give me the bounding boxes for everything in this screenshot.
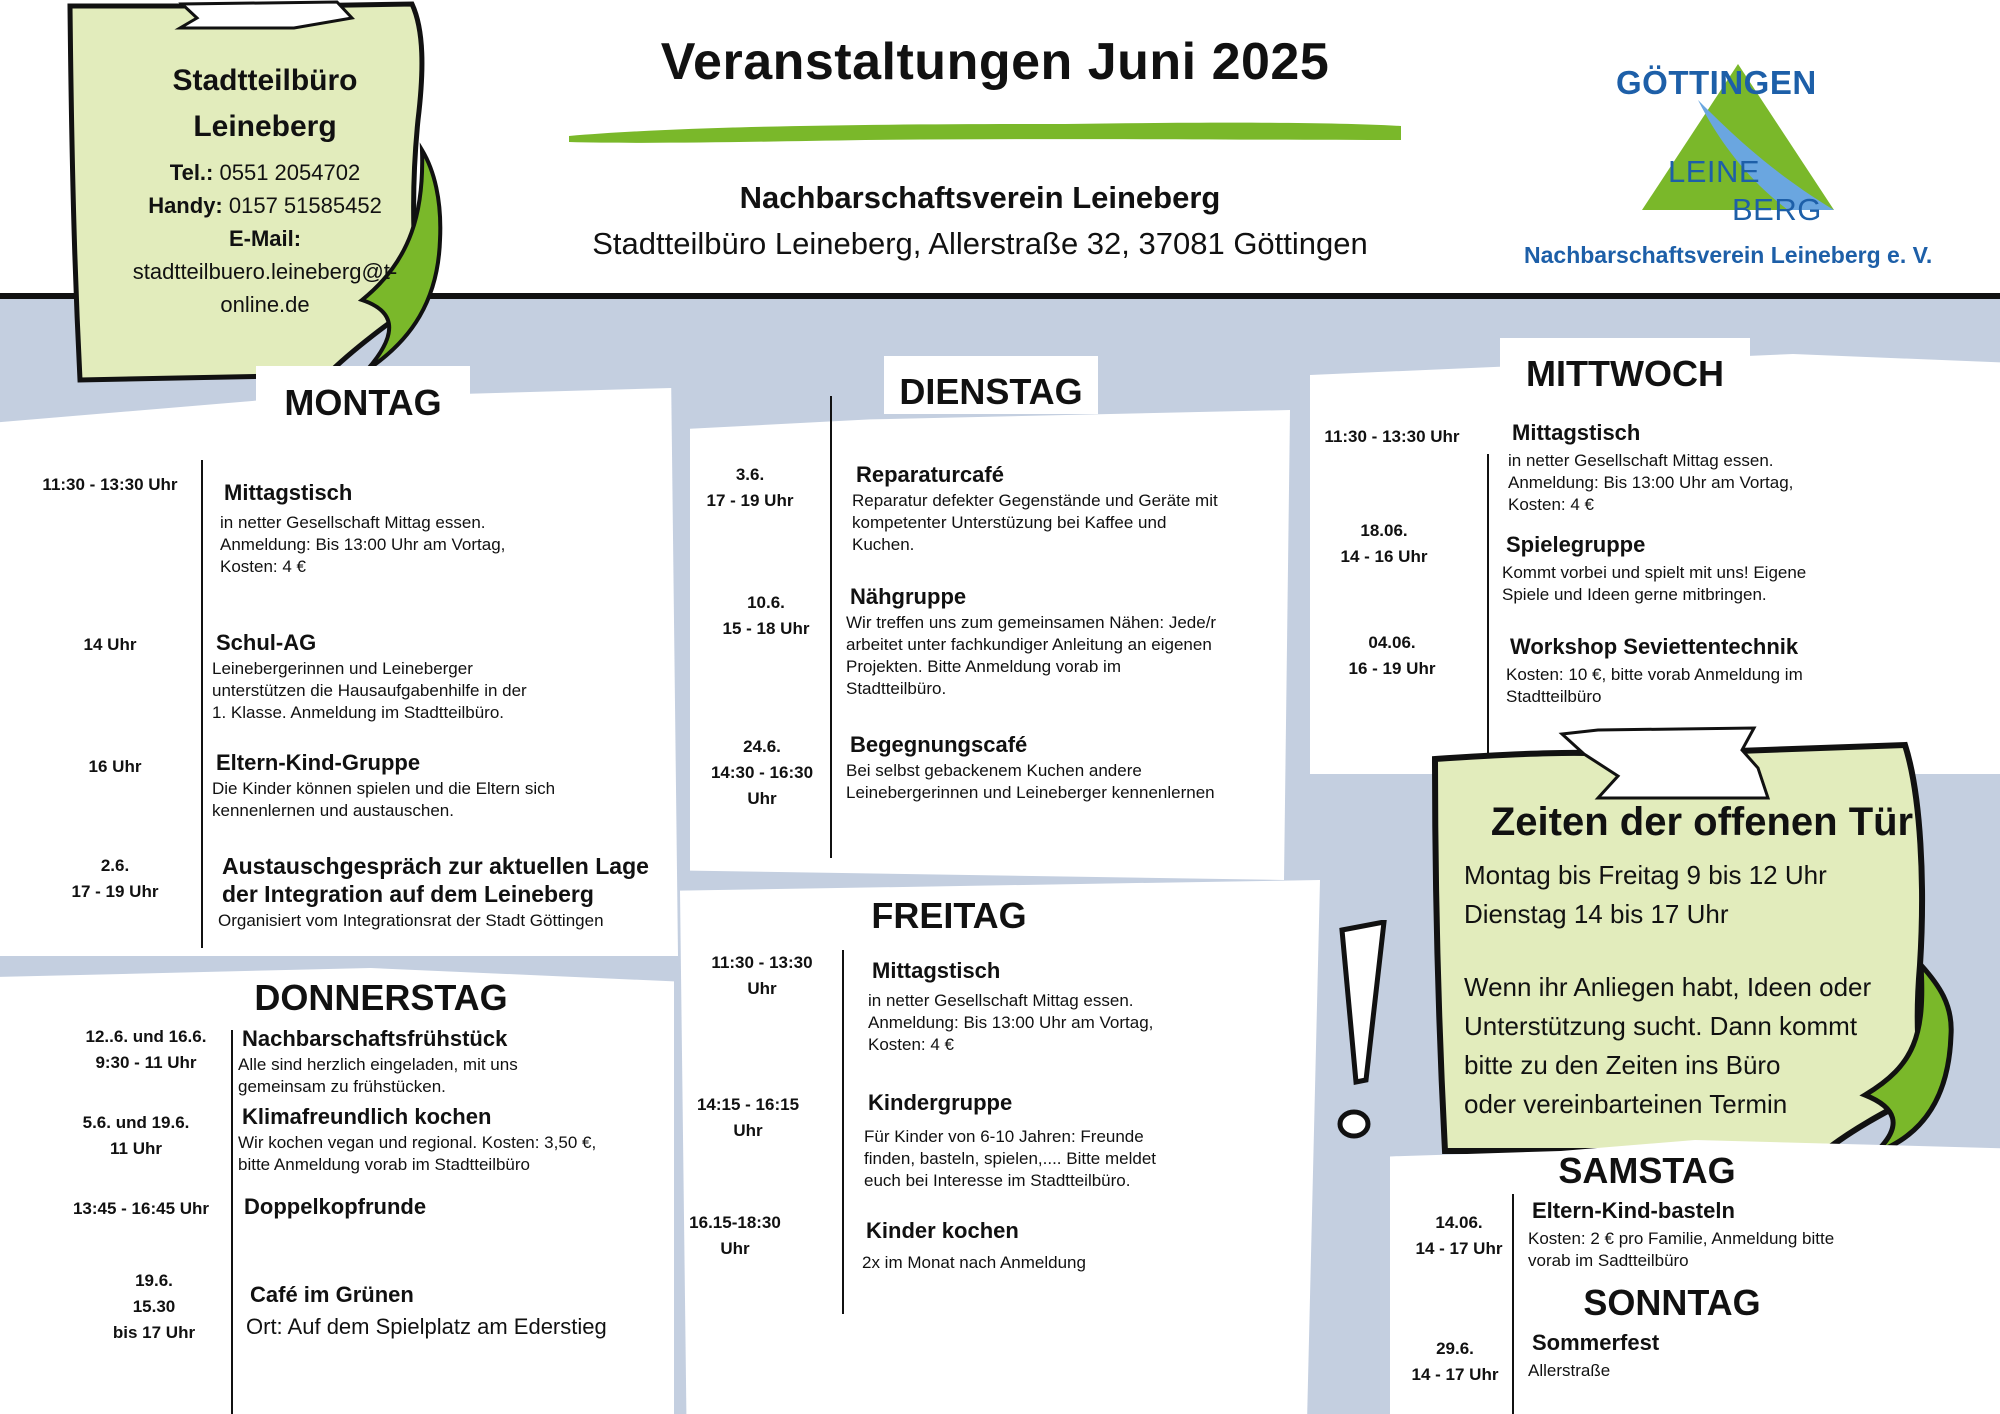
event-samstag-basteln [1528,1196,1978,1272]
contact-email-label: E-Mail: [228,226,302,251]
day-heading-montag: MONTAG [256,366,470,422]
banner-ribbon-icon [1558,720,1788,810]
timeline-donnerstag [231,1030,233,1414]
event-desc: in netter Gesellschaft Mittag essen. Anmeldung: Bis 13:00 Uhr am Vortag, Kosten: 4 € [220,513,506,576]
event-desc: Bei selbst gebackenem Kuchen andere Leinebergerinnen und Leineberger kennenlernen [846,761,1215,802]
event-donnerstag-doppelkopf [240,1192,670,1222]
event-desc: Reparatur defekter Gegenstände und Geräte mit kompetenter Unterstüzung bei Kaffee und Kuchen. [852,491,1218,554]
time-mittwoch-2: 18.06. 14 - 16 Uhr [1340,521,1428,566]
time-montag-1: 11:30 - 13:30 Uhr [42,475,178,494]
event-title: Nachbarschaftsfrühstück [238,1026,521,1054]
event-mittwoch-workshop [1506,632,1946,708]
time-montag-3: 16 Uhr [88,757,142,776]
contact-note [100,58,430,321]
event-montag-schul-ag [212,628,672,724]
day-heading-dienstag: DIENSTAG [884,356,1098,414]
time-montag-4: 2.6. 17 - 19 Uhr [71,856,159,901]
logo-subtitle: Nachbarschaftsverein Leineberg e. V. [1524,242,1933,268]
event-title: Spielegruppe [1502,530,1659,560]
event-mittwoch-spielegruppe [1502,530,1922,606]
day-heading-mittwoch: MITTWOCH [1500,338,1750,394]
event-dienstag-reparatur [852,460,1282,556]
timeline-freitag [842,950,844,1314]
event-title: Mittagstisch [1508,418,1654,448]
event-title: Kinder kochen [862,1216,1033,1246]
event-title: Begegnungscafé [846,730,1041,760]
event-donnerstag-fruehstueck [238,1026,668,1098]
event-title: Sommerfest [1528,1328,1673,1358]
event-dienstag-begegnung [846,730,1286,804]
event-desc: Wir kochen vegan und regional. Kosten: 3,50 €, bitte Anmeldung vorab im Stadtteilbüro [238,1133,597,1174]
event-desc: Leinebergerinnen und Leineberger unterstützen die Hausaufgabenhilfe in der 1. Klasse. Anmeldung im Stadtteilbüro. [212,659,527,722]
logo-text-berg: BERG [1732,192,1822,227]
time-donnerstag-1: 12..6. und 16.6. 9:30 - 11 Uhr [85,1027,207,1072]
event-desc: Wir treffen uns zum gemeinsamen Nähen: Jede/r arbeitet unter fachkundiger Anleitung an eigenen Projekten. Bitte Anmeldung vorab im Stadtteilbüro. [846,613,1217,698]
event-desc: Kosten: 10 €, bitte vorab Anmeldung im Stadtteilbüro [1506,665,1803,706]
event-montag-mittagstisch [220,478,640,578]
event-sonntag-sommerfest [1528,1328,1978,1382]
event-desc: Organisiert vom Integrationsrat der Stadt Göttingen [218,911,604,930]
offene-tuer-line2: Dienstag 14 bis 17 Uhr [1464,899,1729,929]
timeline-dienstag [830,396,832,858]
event-montag-austausch [218,850,678,932]
day-heading-sonntag: SONNTAG [1583,1282,1761,1323]
time-dienstag-2: 10.6. 15 - 18 Uhr [722,593,810,638]
event-title: Reparaturcafé [852,460,1018,490]
event-title: Mittagstisch [220,478,366,508]
contact-title-line2: Leineberg [193,110,337,143]
time-samstag-1: 14.06. 14 - 17 Uhr [1415,1213,1503,1258]
event-desc: Ort: Auf dem Spielplatz am Ederstieg [246,1314,607,1339]
time-dienstag-3: 24.6. 14:30 - 16:30 Uhr [710,737,814,808]
event-title: Eltern-Kind-Gruppe [212,748,434,778]
event-desc: in netter Gesellschaft Mittag essen. Anmeldung: Bis 13:00 Uhr am Vortag, Kosten: 4 € [1508,451,1794,514]
title-underline-stroke [565,118,1405,146]
event-title: Café im Grünen [246,1280,428,1310]
offene-tuer-line1: Montag bis Freitag 9 bis 12 Uhr [1464,860,1827,890]
time-freitag-3: 16.15-18:30 Uhr [689,1213,781,1258]
event-title: Workshop Seviettentechnik [1506,632,1812,662]
time-freitag-1: 11:30 - 13:30 Uhr [711,953,813,998]
org-address: Stadtteilbüro Leineberg, Allerstraße 32, 37081 Göttingen [592,226,1368,261]
event-title: Klimafreundlich kochen [238,1104,505,1132]
logo-text-leine: LEINE [1668,154,1761,189]
event-desc: Die Kinder können spielen und die Eltern sich kennenlernen und austauschen. [212,779,556,820]
event-desc: in netter Gesellschaft Mittag essen. Anmeldung: Bis 13:00 Uhr am Vortag, Kosten: 4 € [868,991,1154,1054]
event-title: Schul-AG [212,628,330,658]
timeline-mittwoch [1487,454,1489,758]
contact-email-line1[interactable]: stadtteilbuero.leineberg@t- [132,259,398,284]
exclamation-icon [1320,920,1400,1140]
event-title: Austauschgespräch zur aktuellen Lage der Integration auf dem Leineberg [218,850,653,910]
event-title: Nähgruppe [846,582,980,612]
event-title: Kindergruppe [864,1088,1026,1118]
time-mittwoch-3: 04.06. 16 - 19 Uhr [1348,633,1436,678]
org-name: Nachbarschaftsverein Leineberg [739,180,1221,215]
time-montag-2: 14 Uhr [83,635,137,654]
contact-tel: Tel.: 0551 2054702 [169,160,361,185]
event-freitag-mittagstisch [868,956,1288,1056]
event-desc: 2x im Monat nach Anmeldung [862,1253,1086,1272]
day-heading-freitag: FREITAG [871,895,1027,936]
contact-handy: Handy: 0157 51585452 [148,193,382,218]
logo-text-goettingen: GÖTTINGEN [1616,64,1817,101]
event-freitag-kindergruppe [864,1088,1284,1192]
event-title: Mittagstisch [868,956,1014,986]
event-title: Doppelkopfrunde [240,1192,440,1222]
event-freitag-kinder-kochen [862,1216,1282,1274]
time-donnerstag-3: 13:45 - 16:45 Uhr [72,1199,210,1218]
event-dienstag-naehgruppe [846,582,1286,700]
event-desc: Kommt vorbei und spielt mit uns! Eigene Spiele und Ideen gerne mitbringen. [1502,563,1807,604]
event-montag-eltern-kind [212,748,672,822]
time-donnerstag-4: 19.6. 15.30 bis 17 Uhr [112,1271,196,1342]
day-heading-samstag: SAMSTAG [1558,1150,1736,1191]
day-heading-donnerstag: DONNERSTAG [254,977,508,1018]
time-mittwoch-1: 11:30 - 13:30 Uhr [1324,427,1460,446]
event-donnerstag-cafe [246,1280,676,1338]
offene-tuer-heading: Zeiten der offenen Tür [1490,800,1914,844]
time-freitag-2: 14:15 - 16:15 Uhr [696,1095,800,1140]
event-desc: Für Kinder von 6-10 Jahren: Freunde finden, basteln, spielen,.... Bitte meldet euch bei Interesse im Stadtteilbüro. [864,1127,1157,1190]
contact-email-line2[interactable]: online.de [220,292,310,317]
offene-tuer-paragraph: Wenn ihr Anliegen habt, Ideen oder Unterstützung sucht. Dann kommt bitte zu den Zeiten ins Büro oder vereinbarteinen Termin [1464,972,1872,1119]
page-title: Veranstaltungen Juni 2025 [660,33,1330,91]
event-donnerstag-kochen [238,1104,668,1176]
event-mittwoch-mittagstisch [1508,418,1928,516]
time-dienstag-1: 3.6. 17 - 19 Uhr [706,465,794,510]
event-title: Eltern-Kind-basteln [1528,1196,1749,1226]
event-desc: Allerstraße [1528,1361,1611,1380]
event-desc: Alle sind herzlich eingeladen, mit uns gemeinsam zu frühstücken. [238,1055,518,1096]
time-donnerstag-2: 5.6. und 19.6. 11 Uhr [82,1113,190,1158]
offene-tuer-text [1464,856,1924,1124]
event-desc: Kosten: 2 € pro Familie, Anmeldung bitte vorab im Sadtteilbüro [1528,1229,1835,1270]
contact-title-line1: Stadtteilbüro [172,64,358,97]
org-logo [1520,50,1960,280]
time-sonntag-1: 29.6. 14 - 17 Uhr [1411,1339,1499,1384]
